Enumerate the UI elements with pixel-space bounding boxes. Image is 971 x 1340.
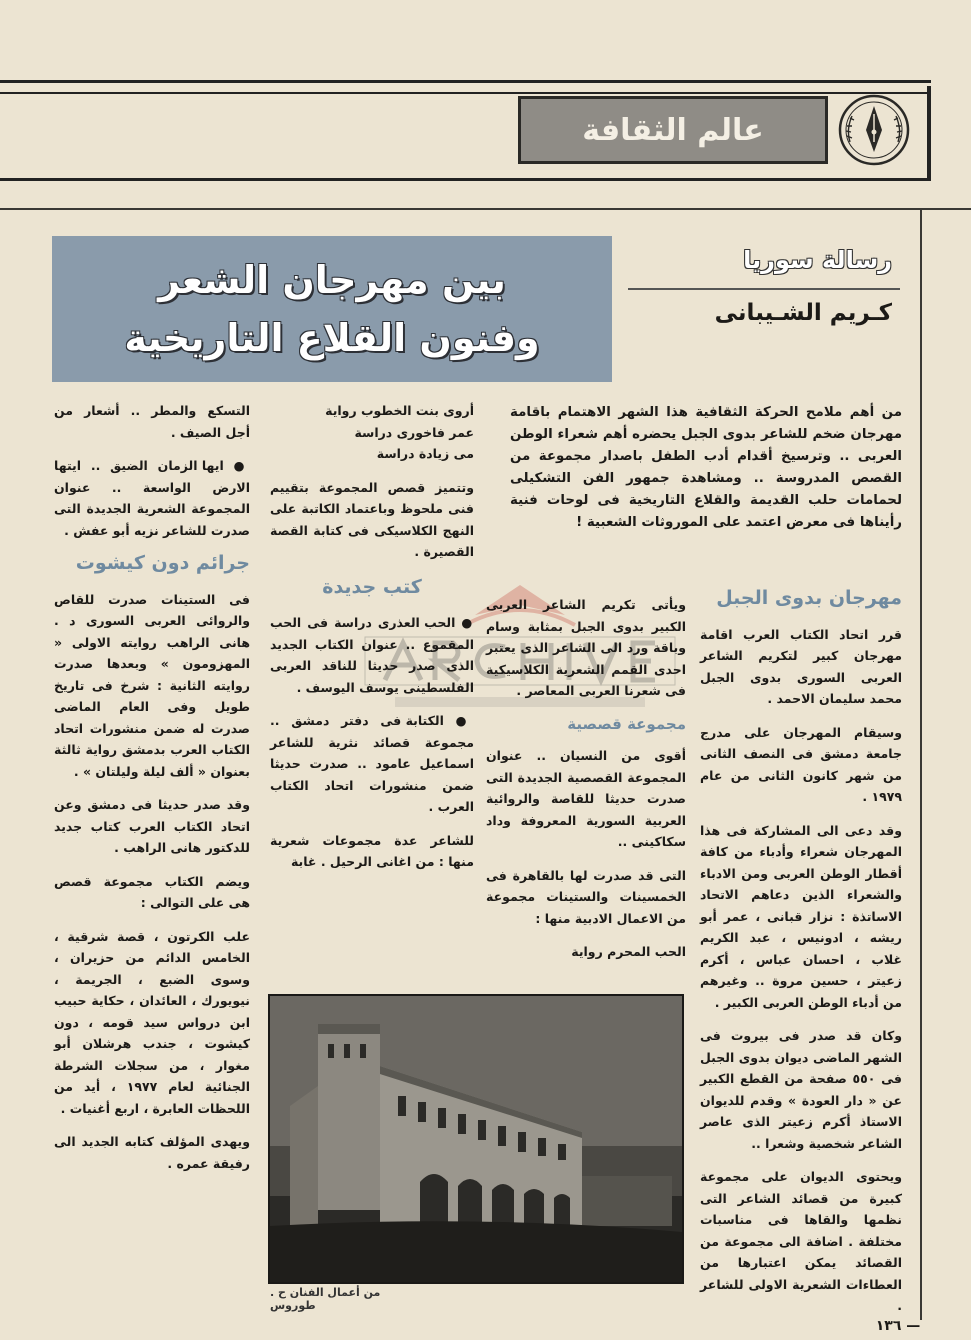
paragraph: مى زيادة دراسة <box>376 446 474 461</box>
column-name: رسالة سوريا <box>628 246 900 290</box>
paragraph: الحب المحرم رواية <box>571 944 686 959</box>
paragraph: وتتميز قصص المجموعة بتقييم فنى ملحوظ وباعتماد الكاتبة على النهج الكلاسيكى فى كتابة القصة القصيرة . <box>270 479 474 559</box>
section-title: عالم الثقافة <box>582 112 764 148</box>
paragraph: قرر اتحاد الكتاب العرب اقامة مهرجان كبير لتكريم الشاعر العربى السورى بدوى الجبل محمد سليمان الاحمد . <box>700 626 902 706</box>
paragraph: ويضم الكتاب مجموعة قصص هى على التوالى : <box>54 873 250 910</box>
paragraph: وكان قد صدر فى بيروت فى الشهر الماضى ديوان بدوى الجبل فى ٥٥٠ صفحة من القطع الكبير عن « دار العودة » وقدم للديوان الاستاذ أكرم زعيتر الذى عاصر الشاعر شخصية وشعرا .. <box>700 1028 902 1151</box>
paragraph: أروى بنت الخطوب رواية <box>325 403 474 418</box>
paragraph: فى الستينات صدرت للقاص والروائى العربى السورى د . هانى الراهب روايته الاولى « المهزومون » وبعدها صدرت روايته الثانية : شرخ فى تاريخ طويل وفى العام الماضى صدرت له ضمن منشورات اتحاد الكتاب العرب بدمشق رواية ثالثة بعنوان « ألف ليلة وليلتان » . <box>54 591 250 779</box>
bullet-paragraph: ● الحب العذرى دراسة فى الحب المقموع .. عنوان الكتاب الجديد الذى صدر حديثا للناقد العربى الفلسطينى يوسف اليوسف . <box>270 612 474 698</box>
paragraph: عمر فاخورى دراسة <box>354 424 474 440</box>
headline-line-2: وفنون القلاع التاريخية <box>124 316 540 360</box>
paragraph: أقوى من النسيان .. عنوان المجموعة القصصية الجديدة التى صدرت حديثا للقاصة والروائية العربية السورية المعروفة وداد سكاكينى .. <box>486 748 686 849</box>
bullet-paragraph: ● الكتابة فى دفتر دمشق .. مجموعة قصائد نثرية للشاعر اسماعيل عامود .. صدرت حديثا ضمن منشورات اتحاد الكتاب العرب . <box>270 710 474 818</box>
page-number: — ١٣٦ <box>875 1318 921 1334</box>
heading-short-stories: مجموعة قصصية <box>567 714 686 733</box>
headline-box <box>52 236 612 382</box>
paragraph: التى قد صدرت لها بالقاهرة فى الخمسينات والستينات مجموعة من الاعمال الادبية منها : <box>486 867 686 926</box>
paragraph: وقد دعى الى المشاركة فى هذا المهرجان شعراء وأدباء من كافة أقطار الوطن العربى ومن الادباء والشعراء الذين دعاهم الاتحاد الاساتذة : نزار قبانى ، عمر أبو ريشه ، ادونيس ، عبد الكريم غلاب ، احسان عباس ، أكرم زعيتر ، حسين مروة .. وغيرهم من أدباء الوطن العربى الكبير . <box>700 822 902 1010</box>
paragraph: للشاعر عدة مجموعات شعرية منها : من اغانى الرحيل . غابة <box>270 832 474 869</box>
paragraph: وسيقام المهرجان على مدرج جامعة دمشق فى النصف الثانى من شهر كانون الثانى من عام ١٩٧٩ . <box>700 724 902 804</box>
author-name: كـريم الشـيبانى <box>714 300 892 326</box>
heading-new-books: كتب جديدة <box>322 575 422 598</box>
header-rule-bottom <box>0 178 931 181</box>
column-c <box>270 400 474 885</box>
paragraph: علب الكرتون ، قصة شرقية ، الخامس الدائم من حزيران ، وسوى الضبع ، الجريمة ، نيويورك ، العائدان ، حكاية حبيب ابن درواس سيد قومه ، دون كيشوت ، جندب هرشلان أبو مغوار ، من سجلات الشرطة الجنائية لعام ١٩٧٧ ، أيد من اللحظات العابرة ، اربع أغنيات . <box>54 928 250 1116</box>
paragraph: ويهدى المؤلف كتابه الجديد الى رفيقة عمره . <box>54 1134 250 1171</box>
pen-emblem-icon <box>836 92 912 168</box>
paragraph: ويحتوى الديوان على مجموعة كبيرة من قصائد الشاعر التى نظمها والقاها فى مناسبات مختلفة . اضافة الى مجموعة من القصائد يمكن اعتبارها من العطاءات الشعرية الاولى للشاعر . <box>700 1169 902 1313</box>
paragraph: وقد صدر حديثا فى دمشق وعن اتحاد الكتاب العرب كتاب جديد للدكتور هانى الراهب . <box>54 797 250 855</box>
page-margin-rule <box>920 208 922 1320</box>
heading-don-quixote: جرائم دون كيشوت <box>75 552 250 574</box>
castle-photo <box>268 994 684 1284</box>
photo-caption: من أعمال الفنان ح . طوروس <box>270 1286 381 1312</box>
bullet-paragraph: ● ايها الزمان الضيق .. ايتها الارض الواسعة .. عنوان المجموعة الشعرية الجديدة التى صدرت للشاعر نزيه أبو عفش . <box>54 455 250 541</box>
header-rule-inner <box>0 92 931 94</box>
section-title-box <box>518 96 828 164</box>
page-rule <box>0 208 971 210</box>
column-b <box>486 594 686 975</box>
paragraph: التسكع والمطر .. أشعار من أجل الصيف . <box>54 403 250 440</box>
intro-paragraph: من أهم ملامح الحركة الثقافية هذا الشهر الاهتمام باقامة مهرجان ضخم للشاعر بدوى الجبل يحضره أهم شعراء الوطن العربى .. وترسيخ أقدام أدب الطفل باصدار مجموعة من القصص المدروسة .. ومشاهدة جمهور الفن التشكيلى لحمامات حلب القديمة والقلاع التاريخية فى لوحات فنية رأيناها فى معرض اعتمد على الموروثات الشعبية ! <box>510 405 902 530</box>
building-illustration <box>270 996 682 1282</box>
header-rule-top <box>0 80 931 83</box>
column-d <box>54 400 250 1186</box>
paragraph: ويأتى تكريم الشاعر العربى الكبير بدوى الجبل بمثابة وسام وباقة ورد الى الشاعر الذى يعتبر احدى القمم الشعرية الكلاسيكية فى شعرنا العربى المعاصر . <box>486 597 686 698</box>
heading-badawi-festival: مهرجان بدوى الجبل <box>716 587 902 609</box>
headline-line-1: بين مهرجان الشعر <box>158 258 506 302</box>
column-a <box>700 582 902 1329</box>
